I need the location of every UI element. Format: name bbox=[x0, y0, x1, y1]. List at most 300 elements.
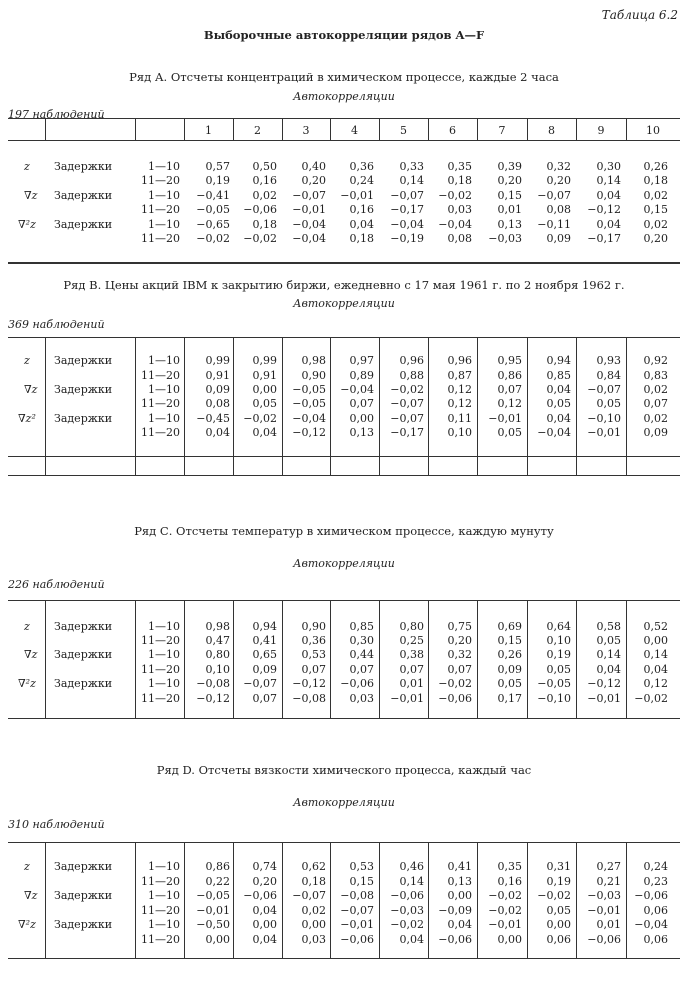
section-d-cell: 0,15 bbox=[349, 875, 374, 888]
section-a-row-label: Задержки bbox=[54, 160, 113, 173]
section-d-cell: 0,23 bbox=[643, 875, 668, 888]
section-b-cell: 0,97 bbox=[349, 354, 374, 367]
section-b-rule bbox=[8, 337, 680, 338]
section-d-cell: 0,62 bbox=[301, 860, 326, 873]
section-a-lag-header: 5 bbox=[400, 124, 407, 137]
section-a-cell: 0,04 bbox=[596, 218, 621, 231]
section-c-cell: 0,90 bbox=[301, 620, 326, 633]
section-a-lag-header: 3 bbox=[302, 124, 310, 137]
section-a-cell: −0,01 bbox=[292, 203, 326, 216]
section-c-cell: −0,06 bbox=[340, 677, 374, 690]
section-c-cell: 0,38 bbox=[399, 648, 424, 661]
section-b-cell: 0,09 bbox=[205, 383, 230, 396]
section-c-cell: 0,44 bbox=[349, 648, 374, 661]
section-a-cell: 0,08 bbox=[447, 232, 472, 245]
section-d-cell: 0,74 bbox=[252, 860, 277, 873]
section-b-cell: 0,99 bbox=[252, 354, 277, 367]
section-d-row-label: Задержки bbox=[54, 860, 113, 873]
section-b-row-range: 1—10 bbox=[148, 412, 180, 425]
section-a-cell: 0,09 bbox=[546, 232, 571, 245]
section-c-row-range: 11—20 bbox=[141, 634, 180, 647]
section-b-cell: 0,90 bbox=[301, 369, 326, 382]
section-c-cell: 0,04 bbox=[643, 663, 668, 676]
section-c-row-range: 11—20 bbox=[141, 692, 180, 705]
section-a-cell: −0,04 bbox=[292, 218, 326, 231]
section-c-autocorr-label: Автокорреляции bbox=[293, 557, 395, 570]
section-c-cell: 0,07 bbox=[399, 663, 424, 676]
section-c-cell: 0,53 bbox=[301, 648, 326, 661]
section-b-cell: −0,05 bbox=[292, 397, 326, 410]
section-a-cell: 0,18 bbox=[252, 218, 277, 231]
section-d-cell: 0,53 bbox=[349, 860, 374, 873]
section-d-cell: −0,03 bbox=[390, 904, 424, 917]
section-a-row-range: 1—10 bbox=[148, 189, 180, 202]
section-a-cell: −0,07 bbox=[390, 189, 424, 202]
section-d-cell: −0,05 bbox=[196, 889, 230, 902]
section-b-cell: 0,96 bbox=[399, 354, 424, 367]
section-a-cell: 0,20 bbox=[301, 174, 326, 187]
section-a-nobs-text: 197 наблюдений bbox=[8, 108, 105, 121]
section-d-cell: 0,24 bbox=[643, 860, 668, 873]
section-d-row-symbol: z bbox=[24, 860, 30, 873]
section-b-cell: 0,87 bbox=[447, 369, 472, 382]
section-a-row-range: 11—20 bbox=[141, 174, 180, 187]
section-c-cell: 0,94 bbox=[252, 620, 277, 633]
section-d-cell: 0,04 bbox=[447, 918, 472, 931]
section-a-col-separator bbox=[626, 118, 627, 140]
section-d-cell: −0,02 bbox=[537, 889, 571, 902]
section-a-cell: 0,14 bbox=[596, 174, 621, 187]
section-b-cell: 0,04 bbox=[546, 383, 571, 396]
section-a-cell: 0,03 bbox=[447, 203, 472, 216]
section-c-cell: 0,14 bbox=[596, 648, 621, 661]
section-d-col-separator bbox=[45, 842, 46, 958]
section-d-nobs bbox=[8, 818, 105, 831]
section-b-row-label: Задержки bbox=[54, 354, 113, 367]
section-d-cell: 0,41 bbox=[447, 860, 472, 873]
section-a-rule bbox=[8, 118, 680, 119]
section-a-cell: 0,01 bbox=[497, 203, 522, 216]
table-label: Таблица 6.2 bbox=[601, 8, 678, 22]
section-a-cell: 0,13 bbox=[497, 218, 522, 231]
section-b-cell: 0,96 bbox=[447, 354, 472, 367]
section-c-cell: 0,05 bbox=[497, 677, 522, 690]
section-d-cell: 0,21 bbox=[596, 875, 621, 888]
section-d-cell: 0,06 bbox=[643, 933, 668, 946]
section-a-cell: 0,20 bbox=[643, 232, 668, 245]
section-c-cell: 0,58 bbox=[596, 620, 621, 633]
section-d-cell: 0,22 bbox=[205, 875, 230, 888]
section-b-cell: −0,04 bbox=[537, 426, 571, 439]
section-a-cell: 0,20 bbox=[546, 174, 571, 187]
section-a-cell: −0,12 bbox=[587, 203, 621, 216]
section-c-cell: −0,02 bbox=[438, 677, 472, 690]
section-a-lag-header: 7 bbox=[498, 124, 506, 137]
section-a-cell: −0,02 bbox=[196, 232, 230, 245]
section-b-cell: 0,04 bbox=[205, 426, 230, 439]
section-c-cell: 0,15 bbox=[497, 634, 522, 647]
section-b-cell: 0,07 bbox=[349, 397, 374, 410]
section-b-cell: 0,02 bbox=[643, 383, 668, 396]
section-a-col-separator bbox=[428, 118, 429, 140]
section-c-cell: 0,65 bbox=[252, 648, 277, 661]
section-a-cell: 0,15 bbox=[497, 189, 522, 202]
section-c-row-symbol: ∇z bbox=[24, 648, 38, 661]
section-d-cell: 0,01 bbox=[596, 918, 621, 931]
section-c-cell: 0,17 bbox=[497, 692, 522, 705]
section-c-cell: −0,01 bbox=[390, 692, 424, 705]
section-c-rule bbox=[8, 600, 680, 601]
section-c-cell: 0,07 bbox=[349, 663, 374, 676]
section-b-row-symbol: ∇z² bbox=[18, 412, 36, 425]
section-a-rule bbox=[8, 140, 680, 141]
section-a-cell: 0,20 bbox=[497, 174, 522, 187]
section-b-cell: 0,88 bbox=[399, 369, 424, 382]
section-b-cell: 0,05 bbox=[546, 397, 571, 410]
section-d-cell: 0,00 bbox=[546, 918, 571, 931]
section-c-row-symbol: z bbox=[24, 620, 30, 633]
section-a-lag-header: 9 bbox=[597, 124, 605, 137]
section-d-cell: 0,00 bbox=[447, 889, 472, 902]
section-d-rule bbox=[8, 958, 680, 959]
section-b-row-symbol: z bbox=[24, 354, 30, 367]
section-a-cell: 0,14 bbox=[399, 174, 424, 187]
section-b-cell: 0,12 bbox=[447, 383, 472, 396]
section-a-lag-header: 8 bbox=[548, 124, 555, 137]
section-a-cell: −0,65 bbox=[196, 218, 230, 231]
section-b-cell: 0,12 bbox=[447, 397, 472, 410]
section-b-cell: 0,05 bbox=[252, 397, 277, 410]
section-a-cell: 0,33 bbox=[399, 160, 424, 173]
section-c-cell: −0,02 bbox=[634, 692, 668, 705]
section-a-row-range: 11—20 bbox=[141, 232, 180, 245]
section-a-cell: −0,04 bbox=[390, 218, 424, 231]
section-a-lag-header: 1 bbox=[205, 124, 212, 137]
section-c-col-separator bbox=[45, 600, 46, 718]
section-d-cell: −0,02 bbox=[488, 889, 522, 902]
section-a-cell: 0,18 bbox=[447, 174, 472, 187]
section-a-col-separator bbox=[233, 118, 234, 140]
section-c-cell: −0,06 bbox=[438, 692, 472, 705]
section-d-cell: 0,00 bbox=[252, 918, 277, 931]
section-a-row-label: Задержки bbox=[54, 189, 113, 202]
section-b-cell: −0,07 bbox=[587, 383, 621, 396]
section-d-cell: −0,06 bbox=[634, 889, 668, 902]
section-c-cell: 0,80 bbox=[399, 620, 424, 633]
section-a-cell: 0,15 bbox=[643, 203, 668, 216]
section-d-row-range: 11—20 bbox=[141, 904, 180, 917]
section-c-row-symbol: ∇²z bbox=[18, 677, 36, 690]
section-b-cell: 0,02 bbox=[643, 412, 668, 425]
section-b-cell: 0,83 bbox=[643, 369, 668, 382]
section-c-cell: 0,07 bbox=[301, 663, 326, 676]
section-d-row-label: Задержки bbox=[54, 889, 113, 902]
section-b-cell: 0,00 bbox=[349, 412, 374, 425]
section-a-cell: −0,02 bbox=[243, 232, 277, 245]
section-a-col-separator bbox=[45, 118, 46, 140]
section-a-cell: −0,04 bbox=[438, 218, 472, 231]
section-b-row-range: 1—10 bbox=[148, 383, 180, 396]
section-d-row-symbol: ∇z bbox=[24, 889, 38, 902]
section-a-cell: 0,16 bbox=[349, 203, 374, 216]
section-a-cell: −0,07 bbox=[537, 189, 571, 202]
section-d-cell: 0,06 bbox=[546, 933, 571, 946]
section-a-cell: 0,26 bbox=[643, 160, 668, 173]
section-c-cell: 0,09 bbox=[497, 663, 522, 676]
section-c-rule bbox=[8, 718, 680, 719]
section-b-heading: Ряд В. Цены акций IBM к закрытию биржи, ежедневно с 17 мая 1961 г. по 2 ноября 1962 г. bbox=[63, 278, 625, 292]
section-a-nobs bbox=[8, 108, 105, 121]
section-c-nobs-text: 226 наблюдений bbox=[8, 578, 105, 591]
section-d-cell: −0,06 bbox=[243, 889, 277, 902]
section-a-cell: 0,39 bbox=[497, 160, 522, 173]
section-a-col-separator bbox=[330, 118, 331, 140]
section-a-cell: −0,41 bbox=[196, 189, 230, 202]
section-c-cell: 0,03 bbox=[349, 692, 374, 705]
section-b-cell: 0,98 bbox=[301, 354, 326, 367]
section-b-cell: −0,04 bbox=[292, 412, 326, 425]
section-d-cell: 0,46 bbox=[399, 860, 424, 873]
section-d-row-range: 1—10 bbox=[148, 918, 180, 931]
section-d-cell: 0,16 bbox=[497, 875, 522, 888]
section-a-cell: 0,32 bbox=[546, 160, 571, 173]
section-c-row-label: Задержки bbox=[54, 620, 113, 633]
section-d-cell: 0,04 bbox=[399, 933, 424, 946]
section-b-cell: −0,02 bbox=[390, 383, 424, 396]
section-a-cell: 0,16 bbox=[252, 174, 277, 187]
section-a-cell: 0,02 bbox=[643, 189, 668, 202]
section-a-cell: −0,02 bbox=[438, 189, 472, 202]
section-d-cell: −0,02 bbox=[390, 918, 424, 931]
section-a-heading: Ряд А. Отсчеты концентраций в химическом процессе, каждые 2 часа bbox=[129, 70, 559, 84]
section-d-cell: −0,07 bbox=[340, 904, 374, 917]
section-a-cell: −0,17 bbox=[390, 203, 424, 216]
section-b-cell: 0,00 bbox=[252, 383, 277, 396]
section-d-cell: −0,50 bbox=[196, 918, 230, 931]
section-b-row-range: 1—10 bbox=[148, 354, 180, 367]
section-c-cell: 0,19 bbox=[546, 648, 571, 661]
section-c-cell: 0,12 bbox=[643, 677, 668, 690]
section-d-cell: 0,00 bbox=[497, 933, 522, 946]
section-a-col-separator bbox=[576, 118, 577, 140]
section-b-row-label: Задержки bbox=[54, 383, 113, 396]
section-d-row-range: 11—20 bbox=[141, 875, 180, 888]
section-a-cell: 0,02 bbox=[643, 218, 668, 231]
section-a-cell: 0,50 bbox=[252, 160, 277, 173]
section-c-cell: −0,10 bbox=[537, 692, 571, 705]
section-d-cell: 0,03 bbox=[301, 933, 326, 946]
section-a-col-separator bbox=[282, 118, 283, 140]
section-c-cell: 0,10 bbox=[205, 663, 230, 676]
section-c-row-range: 1—10 bbox=[148, 677, 180, 690]
section-b-col-separator bbox=[45, 337, 46, 475]
section-b-row-label: Задержки bbox=[54, 412, 113, 425]
section-c-cell: −0,08 bbox=[292, 692, 326, 705]
section-b-cell: 0,07 bbox=[497, 383, 522, 396]
section-a-lag-header: 6 bbox=[449, 124, 456, 137]
section-a-cell: 0,36 bbox=[349, 160, 374, 173]
section-b-cell: −0,04 bbox=[340, 383, 374, 396]
section-a-row-range: 1—10 bbox=[148, 218, 180, 231]
section-c-cell: 0,05 bbox=[596, 634, 621, 647]
section-b-cell: 0,04 bbox=[252, 426, 277, 439]
section-d-cell: −0,09 bbox=[438, 904, 472, 917]
section-a-cell: −0,07 bbox=[292, 189, 326, 202]
section-b-row-range: 11—20 bbox=[141, 426, 180, 439]
section-c-cell: 0,07 bbox=[252, 692, 277, 705]
section-c-cell: 0,05 bbox=[546, 663, 571, 676]
section-d-cell: 0,02 bbox=[301, 904, 326, 917]
section-c-nobs bbox=[8, 578, 105, 591]
section-c-cell: 0,98 bbox=[205, 620, 230, 633]
section-d-cell: 0,13 bbox=[447, 875, 472, 888]
section-d-row-range: 11—20 bbox=[141, 933, 180, 946]
section-d-cell: 0,14 bbox=[399, 875, 424, 888]
section-a-cell: 0,18 bbox=[643, 174, 668, 187]
section-d-cell: 0,04 bbox=[252, 904, 277, 917]
section-a-cell: 0,24 bbox=[349, 174, 374, 187]
section-d-row-label: Задержки bbox=[54, 918, 113, 931]
section-d-cell: −0,01 bbox=[587, 904, 621, 917]
section-c-cell: 0,07 bbox=[447, 663, 472, 676]
section-d-cell: −0,02 bbox=[488, 904, 522, 917]
section-d-cell: −0,06 bbox=[438, 933, 472, 946]
section-c-cell: 0,52 bbox=[643, 620, 668, 633]
section-b-nobs bbox=[8, 318, 105, 331]
section-a-cell: −0,19 bbox=[390, 232, 424, 245]
section-a-col-separator bbox=[477, 118, 478, 140]
section-b-cell: −0,45 bbox=[196, 412, 230, 425]
section-b-row-range: 11—20 bbox=[141, 397, 180, 410]
section-b-cell: 0,04 bbox=[546, 412, 571, 425]
section-a-cell: −0,06 bbox=[243, 203, 277, 216]
section-d-cell: 0,27 bbox=[596, 860, 621, 873]
section-d-cell: −0,01 bbox=[488, 918, 522, 931]
section-c-cell: 0,30 bbox=[349, 634, 374, 647]
section-a-row-range: 1—10 bbox=[148, 160, 180, 173]
section-a-cell: 0,04 bbox=[596, 189, 621, 202]
section-b-cell: 0,12 bbox=[497, 397, 522, 410]
section-c-cell: 0,64 bbox=[546, 620, 571, 633]
section-b-cell: 0,08 bbox=[205, 397, 230, 410]
section-d-cell: −0,08 bbox=[340, 889, 374, 902]
section-a-col-separator bbox=[135, 118, 136, 140]
section-c-heading: Ряд С. Отсчеты температур в химическом процессе, каждую мунуту bbox=[134, 524, 554, 538]
section-c-cell: −0,12 bbox=[292, 677, 326, 690]
section-a-cell: −0,05 bbox=[196, 203, 230, 216]
section-b-cell: 0,85 bbox=[546, 369, 571, 382]
section-c-cell: 0,75 bbox=[447, 620, 472, 633]
section-c-cell: 0,26 bbox=[497, 648, 522, 661]
section-c-cell: 0,25 bbox=[399, 634, 424, 647]
section-b-cell: −0,07 bbox=[390, 412, 424, 425]
section-b-cell: 0,84 bbox=[596, 369, 621, 382]
section-c-cell: −0,07 bbox=[243, 677, 277, 690]
section-c-cell: 0,36 bbox=[301, 634, 326, 647]
section-c-cell: −0,12 bbox=[196, 692, 230, 705]
section-a-autocorr-label: Автокорреляции bbox=[293, 90, 395, 103]
section-c-cell: 0,85 bbox=[349, 620, 374, 633]
section-d-cell: −0,06 bbox=[390, 889, 424, 902]
section-a-cell: −0,03 bbox=[488, 232, 522, 245]
section-d-cell: 0,00 bbox=[301, 918, 326, 931]
section-a-lag-header: 2 bbox=[254, 124, 261, 137]
section-a-cell: 0,30 bbox=[596, 160, 621, 173]
section-c-row-range: 1—10 bbox=[148, 648, 180, 661]
section-c-cell: −0,01 bbox=[587, 692, 621, 705]
section-d-cell: −0,01 bbox=[196, 904, 230, 917]
section-d-cell: 0,86 bbox=[205, 860, 230, 873]
section-a-cell: 0,35 bbox=[447, 160, 472, 173]
section-d-cell: 0,20 bbox=[252, 875, 277, 888]
section-d-cell: −0,06 bbox=[340, 933, 374, 946]
section-a-cell: −0,17 bbox=[587, 232, 621, 245]
section-d-row-range: 1—10 bbox=[148, 860, 180, 873]
section-c-cell: 0,80 bbox=[205, 648, 230, 661]
section-c-cell: −0,12 bbox=[587, 677, 621, 690]
section-d-cell: 0,19 bbox=[546, 875, 571, 888]
section-a-cell: 0,40 bbox=[301, 160, 326, 173]
section-c-cell: 0,47 bbox=[205, 634, 230, 647]
section-d-row-symbol: ∇²z bbox=[18, 918, 36, 931]
section-c-cell: 0,14 bbox=[643, 648, 668, 661]
section-d-cell: −0,07 bbox=[292, 889, 326, 902]
section-a-col-separator bbox=[527, 118, 528, 140]
section-b-cell: 0,11 bbox=[447, 412, 472, 425]
section-d-row-range: 1—10 bbox=[148, 889, 180, 902]
section-c-cell: 0,09 bbox=[252, 663, 277, 676]
section-c-cell: 0,41 bbox=[252, 634, 277, 647]
section-b-rule bbox=[8, 475, 680, 476]
section-b-cell: 0,05 bbox=[596, 397, 621, 410]
section-b-cell: −0,17 bbox=[390, 426, 424, 439]
section-a-row-range: 11—20 bbox=[141, 203, 180, 216]
section-d-rule bbox=[8, 842, 680, 843]
section-c-cell: 0,20 bbox=[447, 634, 472, 647]
section-a-row-symbol: ∇z bbox=[24, 189, 38, 202]
section-d-heading: Ряд D. Отсчеты вязкости химического процесса, каждый час bbox=[156, 763, 532, 777]
section-c-cell: −0,08 bbox=[196, 677, 230, 690]
section-a-cell: 0,57 bbox=[205, 160, 230, 173]
section-a-lag-header: 4 bbox=[351, 124, 358, 137]
section-b-cell: 0,05 bbox=[497, 426, 522, 439]
section-a-row-symbol: z bbox=[24, 160, 30, 173]
section-a-cell: 0,18 bbox=[349, 232, 374, 245]
section-d-cell: −0,03 bbox=[587, 889, 621, 902]
section-b-cell: 0,91 bbox=[205, 369, 230, 382]
section-d-nobs-text: 310 наблюдений bbox=[8, 818, 105, 831]
section-b-cell: 0,93 bbox=[596, 354, 621, 367]
section-b-cell: −0,01 bbox=[587, 426, 621, 439]
section-c-row-range: 1—10 bbox=[148, 620, 180, 633]
section-b-row-symbol: ∇z bbox=[24, 383, 38, 396]
section-c-row-label: Задержки bbox=[54, 677, 113, 690]
section-a-cell: −0,11 bbox=[537, 218, 571, 231]
section-a-cell: 0,19 bbox=[205, 174, 230, 187]
section-b-cell: 0,86 bbox=[497, 369, 522, 382]
section-a-cell: 0,02 bbox=[252, 189, 277, 202]
section-b-cell: 0,94 bbox=[546, 354, 571, 367]
section-c-row-range: 11—20 bbox=[141, 663, 180, 676]
section-d-cell: 0,18 bbox=[301, 875, 326, 888]
section-c-cell: 0,32 bbox=[447, 648, 472, 661]
section-c-cell: 0,04 bbox=[596, 663, 621, 676]
section-b-autocorr-label: Автокорреляции bbox=[293, 297, 395, 310]
section-b-cell: −0,05 bbox=[292, 383, 326, 396]
section-a-lag-header: 10 bbox=[646, 124, 660, 137]
section-b-cell: 0,91 bbox=[252, 369, 277, 382]
section-d-cell: −0,01 bbox=[340, 918, 374, 931]
